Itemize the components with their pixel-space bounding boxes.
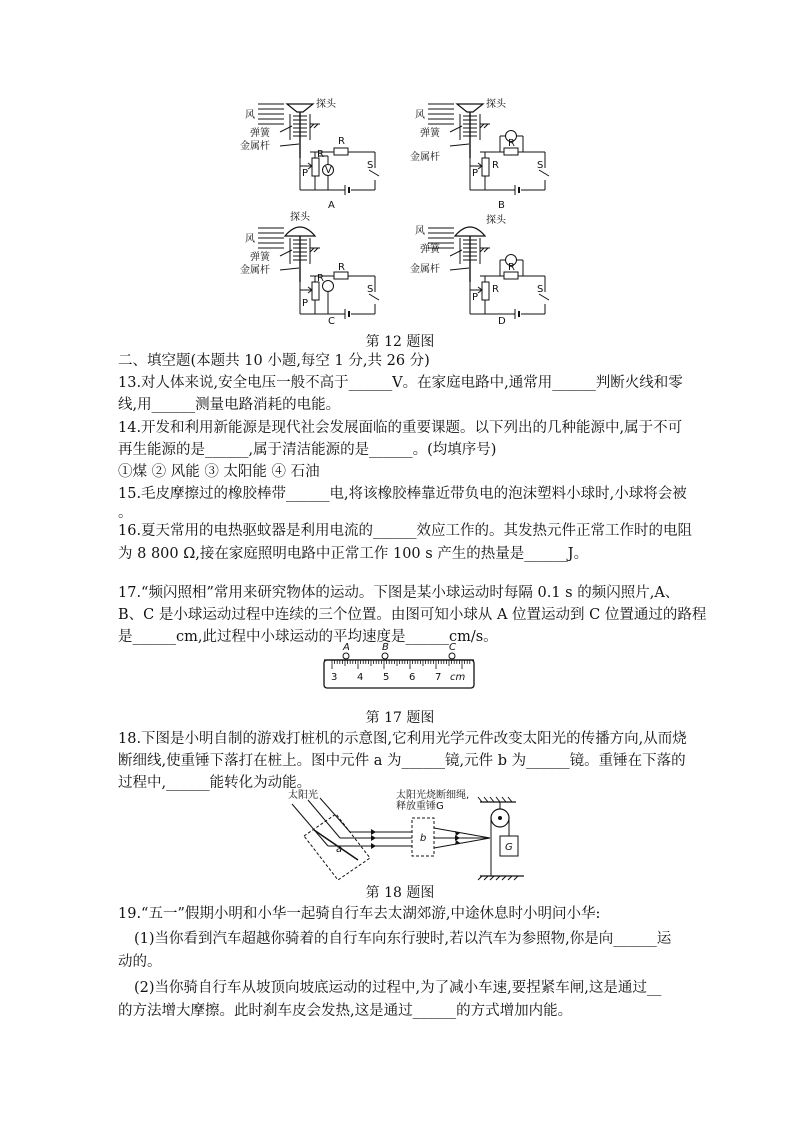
q15-line1: 15.毛皮摩擦过的橡胶棒带______电,将该橡胶棒靠近带负电的泡沫塑料小球时,小球将会被: [118, 486, 687, 502]
q18-line1: 18.下图是小明自制的游戏打桩机的示意图,它利用光学元件改变太阳光的传播方向,从而烧: [118, 731, 687, 747]
svg-text:S: S: [367, 160, 374, 171]
svg-text:6: 6: [409, 672, 416, 683]
q18-line2: 断细线,使重锤下落打在桩上。图中元件 a 为______镜,元件 b 为______镜。重锤在下落的: [118, 753, 686, 769]
q19-line4: (2)当你骑自行车从坡顶向坡底运动的过程中,为了减小车速,要捏紧车闸,这是通过__: [134, 980, 662, 996]
svg-text:R: R: [338, 262, 345, 273]
figure-12-caption: 第 12 题图: [365, 334, 435, 350]
svg-text:R: R: [317, 273, 324, 284]
q19-line2: (1)当你看到汽车超越你骑着的自行车向东行驶时,若以汽车为参照物,你是向______运: [134, 931, 672, 947]
svg-text:太阳光: 太阳光: [288, 790, 318, 801]
option-d: D: [498, 316, 506, 327]
svg-text:S: S: [367, 284, 374, 295]
option-b: B: [498, 200, 505, 211]
svg-text:风: 风: [415, 110, 425, 121]
circuit-d: [428, 227, 549, 319]
q17-line1: 17.“频闪照相”常用来研究物体的运动。下图是某小球运动时每隔 0.1 s 的频闪照片,A、: [118, 585, 680, 601]
figure-17-caption: 第 17 题图: [365, 710, 435, 726]
svg-text:b: b: [420, 833, 427, 844]
option-c: C: [328, 316, 335, 327]
svg-text:5: 5: [383, 672, 390, 683]
svg-text:G: G: [505, 842, 513, 853]
ball-a: [342, 642, 350, 659]
svg-text:S: S: [537, 284, 544, 295]
q15-line2: 。: [118, 505, 133, 521]
q17-line2: B、C 是小球运动过程中连续的三个位置。由图可知小球从 A 位置运动到 C 位置通过的路程: [118, 607, 707, 623]
svg-text:P: P: [472, 292, 479, 303]
svg-text:P: P: [302, 168, 309, 179]
svg-text:R: R: [492, 284, 499, 295]
figure-18-caption: 第 18 题图: [365, 885, 435, 901]
q19-line3: 动的。: [118, 954, 162, 970]
svg-text:弹簧: 弹簧: [250, 128, 270, 139]
svg-text:P: P: [302, 298, 309, 309]
q13-line1: 13.对人体来说,安全电压一般不高于______V。在家庭电路中,通常用______判断火线和零: [118, 375, 683, 391]
svg-text:金属杆: 金属杆: [240, 265, 270, 276]
svg-text:S: S: [537, 160, 544, 171]
voltmeter-label: V: [325, 165, 332, 176]
svg-text:A: A: [343, 642, 350, 653]
q17-line3: 是______cm,此过程中小球运动的平均速度是______cm/s。: [118, 629, 498, 645]
figure-12: [240, 96, 570, 328]
svg-text:R: R: [317, 149, 324, 160]
svg-text:金属杆: 金属杆: [410, 152, 440, 163]
svg-text:R: R: [338, 136, 345, 147]
svg-text:探头: 探头: [290, 212, 310, 223]
svg-text:风: 风: [245, 110, 255, 121]
svg-text:风: 风: [245, 234, 255, 245]
svg-text:R: R: [508, 262, 515, 273]
svg-text:R: R: [492, 160, 499, 171]
figure-18-pile-driver: [284, 788, 534, 880]
q19-line1: 19.“五一”假期小明和小华一起骑自行车去太湖郊游,中途休息时小明问小华:: [118, 906, 601, 922]
svg-text:B: B: [382, 642, 389, 653]
svg-text:7: 7: [435, 672, 442, 683]
figure-17-ruler: [322, 642, 482, 690]
svg-text:3: 3: [331, 672, 338, 683]
svg-text:探头: 探头: [316, 99, 336, 110]
svg-text:弹簧: 弹簧: [420, 128, 440, 139]
q19-line5: 的方法增大摩擦。此时刹车皮会发热,这是通过______的方式增加内能。: [118, 1003, 573, 1019]
svg-text:太阳光烧断细绳,: 太阳光烧断细绳,: [396, 790, 470, 801]
section-heading: 二、填空题(本题共 10 小题,每空 1 分,共 26 分): [118, 353, 430, 369]
svg-text:金属杆: 金属杆: [410, 264, 440, 275]
svg-text:释放重锤G: 释放重锤G: [396, 801, 444, 812]
q16-line1: 16.夏天常用的电热驱蚊器是利用电流的______效应工作的。其发热元件正常工作时的电阻: [118, 523, 693, 539]
svg-text:cm: cm: [450, 672, 466, 683]
svg-text:a: a: [336, 844, 343, 855]
option-a: A: [328, 200, 335, 211]
svg-text:4: 4: [357, 672, 364, 683]
q18-line3: 过程中,______能转化为动能。: [118, 775, 312, 791]
svg-text:风: 风: [415, 226, 425, 237]
svg-text:R: R: [508, 138, 515, 149]
svg-text:弹簧: 弹簧: [250, 252, 270, 263]
circuit-b: [428, 104, 549, 195]
q16-line2: 为 8 800 Ω,接在家庭照明电路中正常工作 100 s 产生的热量是______J。: [118, 546, 589, 562]
svg-text:P: P: [472, 168, 479, 179]
svg-text:金属杆: 金属杆: [240, 141, 270, 152]
q14-line2: 再生能源的是______,属于清洁能源的是______。(均填序号): [118, 442, 497, 458]
q14-options: ①煤 ② 风能 ③ 太阳能 ④ 石油: [118, 464, 320, 480]
svg-text:探头: 探头: [486, 215, 506, 226]
ball-c: [449, 642, 456, 659]
svg-text:探头: 探头: [486, 99, 506, 110]
q13-line2: 线,用______测量电路消耗的电能。: [118, 397, 341, 413]
svg-text:弹簧: 弹簧: [420, 244, 440, 255]
q14-line1: 14.开发和利用新能源是现代社会发展面临的重要课题。以下列出的几种能源中,属于不可: [118, 420, 683, 436]
ball-b: [382, 642, 389, 659]
svg-text:C: C: [449, 642, 456, 653]
